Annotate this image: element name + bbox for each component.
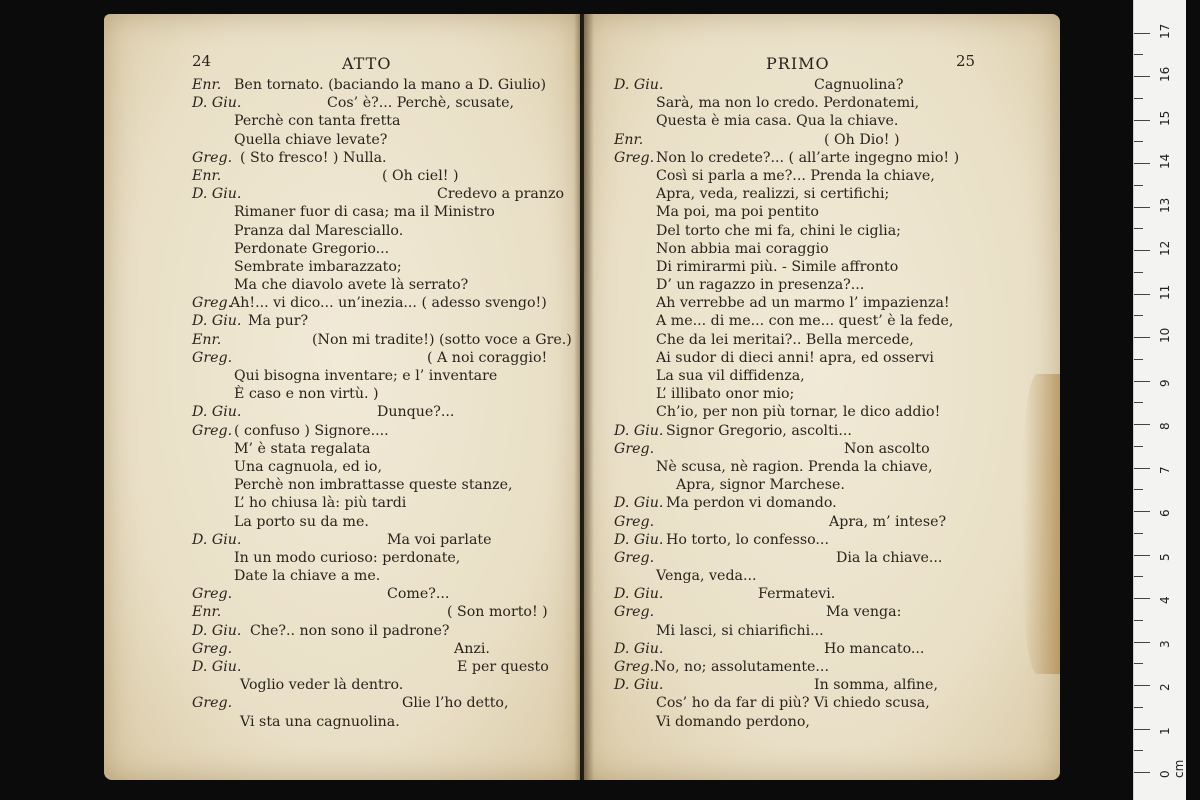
speaker-name: Enr.: [192, 167, 222, 184]
ruler-cm-tick: [1134, 555, 1150, 556]
right-page: [584, 14, 1060, 780]
line-text: Ma che diavolo avete là serrato?: [234, 277, 469, 294]
line-text: Anzi.: [454, 640, 490, 657]
ruler-label: 4: [1158, 596, 1172, 604]
speaker-name: Greg.: [192, 586, 233, 603]
text-line: [614, 149, 1034, 167]
line-text: Cos’ è?... Perchè, scusate,: [327, 95, 515, 112]
ruler-label: 5: [1158, 552, 1172, 561]
text-line: [192, 713, 612, 731]
line-text: Quella chiave levate?: [234, 131, 388, 148]
line-text: Ah verrebbe ad un marmo l’ impazienza!: [656, 295, 950, 312]
speaker-name: Greg.: [614, 659, 655, 675]
line-text: Ho mancato...: [824, 640, 925, 657]
line-text: ( Oh Dio! ): [824, 131, 900, 148]
line-text: Perchè non imbrattasse queste stanze,: [234, 477, 513, 494]
line-text: Voglio veder là dentro.: [240, 677, 404, 694]
text-line: [192, 513, 612, 531]
line-text: Nè scusa, nè ragion. Prenda la chiave,: [656, 458, 933, 475]
ruler-label: 6: [1158, 509, 1172, 517]
text-line: [192, 76, 612, 94]
text-line: [192, 585, 612, 603]
line-text: No, no; assolutamente...: [654, 659, 829, 675]
text-line: [614, 312, 1034, 330]
text-line: [192, 294, 612, 312]
text-line: [614, 222, 1034, 240]
text-line: [192, 494, 612, 512]
ruler-half-tick: [1134, 663, 1143, 664]
left-page-header: ATTO: [342, 54, 392, 73]
line-text: Signor Gregorio, ascolti...: [666, 422, 852, 439]
ruler-label: 9: [1158, 378, 1172, 387]
speaker-name: D. Giu.: [192, 186, 242, 203]
text-line: [192, 185, 612, 203]
ruler-half-tick: [1134, 707, 1143, 708]
text-line: [614, 240, 1034, 258]
text-line: [192, 222, 612, 240]
ruler-half-tick: [1134, 402, 1143, 403]
ruler-label: 11: [1158, 284, 1172, 300]
ruler-cm-tick: [1134, 33, 1150, 34]
line-text: ( Oh ciel! ): [382, 167, 459, 184]
ruler-label: 13: [1158, 197, 1172, 213]
text-line: [192, 658, 612, 676]
line-text: ( Sto fresco! ) Nulla.: [240, 149, 387, 166]
text-line: [192, 349, 612, 367]
line-text: M’ è stata regalata: [234, 440, 371, 457]
ruler-label: 1: [1158, 726, 1172, 735]
line-text: Vi sta una cagnuolina.: [240, 713, 400, 730]
ruler-half-tick: [1134, 489, 1143, 490]
ruler-cm-tick: [1134, 598, 1150, 599]
ruler-cm-tick: [1134, 120, 1150, 121]
line-text: Ai sudor di dieci anni! apra, ed osservi: [656, 349, 934, 366]
text-line: [192, 131, 612, 149]
left-page-number: 24: [192, 52, 212, 70]
line-text: Non abbia mai coraggio: [656, 240, 829, 257]
open-book: [104, 14, 1064, 780]
speaker-name: D. Giu.: [614, 640, 664, 657]
line-text: Apra, m’ intese?: [829, 513, 947, 530]
text-line: [192, 367, 612, 385]
ruler-half-tick: [1134, 228, 1143, 229]
line-text: Date la chiave a me.: [234, 568, 381, 585]
line-text: Apra, veda, realizzi, si certifichi;: [656, 186, 890, 203]
text-line: [614, 422, 1034, 440]
text-line: [614, 403, 1034, 421]
ruler-half-tick: [1134, 141, 1143, 142]
ruler-half-tick: [1134, 315, 1143, 316]
text-line: [614, 440, 1034, 458]
speaker-name: D. Giu.: [192, 531, 242, 548]
ruler-cm-tick: [1134, 424, 1150, 425]
line-text: In somma, alfine,: [814, 677, 938, 694]
line-text: Ma voi parlate: [387, 531, 492, 548]
text-line: [614, 167, 1034, 185]
speaker-name: Greg.: [614, 440, 655, 457]
text-line: [192, 203, 612, 221]
line-text: Sarà, ma non lo credo. Perdonatemi,: [656, 95, 920, 112]
ruler-cm-tick: [1134, 772, 1150, 773]
line-text: La sua vil diffidenza,: [656, 368, 805, 384]
text-line: [614, 385, 1034, 403]
text-line: [192, 240, 612, 258]
ruler-cm-tick: [1134, 511, 1150, 512]
line-text: Credevo a pranzo: [437, 186, 565, 203]
text-line: [192, 258, 612, 276]
left-page-text: [192, 76, 612, 731]
text-line: [614, 513, 1034, 531]
text-line: [614, 349, 1034, 367]
speaker-name: D. Giu.: [192, 622, 242, 639]
speaker-name: Greg.: [192, 640, 233, 657]
line-text: Non ascolto: [844, 440, 930, 457]
line-text: Glie l’ho detto,: [402, 695, 509, 712]
ruler-label: 0 cm: [1158, 759, 1186, 778]
text-line: [192, 331, 612, 349]
speaker-name: Greg.: [192, 149, 233, 166]
line-text: ( A noi coraggio!: [427, 349, 548, 366]
line-text: (Non mi tradite!) (sotto voce a Gre.): [312, 331, 572, 348]
text-line: [192, 603, 612, 621]
line-text: Che da lei meritai?.. Bella mercede,: [656, 331, 914, 348]
ruler-label: 17: [1158, 23, 1172, 39]
ruler-cm-tick: [1134, 163, 1150, 164]
ruler-cm-tick: [1134, 294, 1150, 295]
line-text: Fermatevi.: [758, 586, 836, 603]
line-text: Mi lasci, si chiarifichi...: [656, 622, 824, 639]
text-line: [614, 658, 1034, 676]
ruler-label: 2: [1158, 683, 1172, 691]
line-text: Che?.. non sono il padrone?: [250, 622, 450, 639]
ruler-label: 16: [1158, 66, 1172, 82]
ruler-cm-tick: [1134, 729, 1150, 730]
line-text: Una cagnuola, ed io,: [234, 458, 382, 475]
speaker-name: Enr.: [614, 131, 644, 148]
line-text: In un modo curioso: perdonate,: [234, 549, 461, 566]
speaker-name: Enr.: [192, 77, 222, 93]
line-text: Qui bisogna inventare; e l’ inventare: [234, 368, 498, 384]
line-text: A me... di me... con me... quest’ è la fede,: [656, 313, 954, 330]
text-line: [614, 694, 1034, 712]
ruler-cm-tick: [1134, 207, 1150, 208]
ruler-label: 8: [1158, 422, 1172, 430]
line-text: La porto su da me.: [234, 513, 369, 530]
text-line: [192, 622, 612, 640]
ruler-label: 14: [1158, 153, 1172, 169]
line-text: E per questo: [457, 659, 549, 675]
text-line: [614, 76, 1034, 94]
line-text: Questa è mia casa. Qua la chiave.: [656, 113, 899, 130]
speaker-name: Greg.: [192, 349, 233, 366]
ruler-half-tick: [1134, 533, 1143, 534]
text-line: [192, 676, 612, 694]
ruler-cm-tick: [1134, 250, 1150, 251]
text-line: [614, 112, 1034, 130]
line-text: ( confuso ) Signore....: [234, 422, 389, 439]
ruler-cm-tick: [1134, 685, 1150, 686]
line-text: Così si parla a me?... Prenda la chiave,: [656, 167, 935, 184]
ruler-cm-tick: [1134, 76, 1150, 77]
text-line: [614, 494, 1034, 512]
text-line: [192, 694, 612, 712]
measurement-ruler: [1133, 0, 1186, 800]
line-text: ( Son morto! ): [447, 604, 548, 621]
text-line: [192, 94, 612, 112]
text-line: [614, 131, 1034, 149]
text-line: [192, 149, 612, 167]
text-line: [614, 549, 1034, 567]
text-line: [192, 440, 612, 458]
line-text: Ma venga:: [826, 604, 902, 621]
speaker-name: D. Giu.: [614, 422, 664, 439]
speaker-name: Greg.: [614, 149, 655, 166]
line-text: L’ ho chiusa là: più tardi: [234, 495, 407, 512]
text-line: [614, 676, 1034, 694]
speaker-name: Greg.: [192, 295, 233, 312]
ruler-half-tick: [1134, 446, 1143, 447]
line-text: Perdonate Gregorio...: [234, 240, 390, 257]
ruler-label: 10: [1158, 327, 1172, 343]
speaker-name: Greg.: [192, 695, 233, 712]
text-line: [192, 458, 612, 476]
ruler-half-tick: [1134, 620, 1143, 621]
line-text: Ah!... vi dico... un’inezia... ( adesso svengo!): [230, 295, 547, 312]
text-line: [614, 258, 1034, 276]
speaker-name: D. Giu.: [614, 531, 664, 548]
speaker-name: D. Giu.: [614, 77, 664, 93]
line-text: Ma poi, ma poi pentito: [656, 204, 819, 221]
line-text: Come?...: [387, 586, 450, 603]
ruler-cm-tick: [1134, 468, 1150, 469]
line-text: Perchè con tanta fretta: [234, 113, 401, 130]
text-line: [614, 713, 1034, 731]
ruler-cm-tick: [1134, 642, 1150, 643]
text-line: [192, 312, 612, 330]
line-text: Sembrate imbarazzato;: [234, 258, 402, 275]
line-text: Di rimirarmi più. - Simile affronto: [656, 258, 899, 275]
text-line: [614, 331, 1034, 349]
line-text: Dunque?...: [377, 404, 455, 421]
ruler-label: 12: [1158, 240, 1172, 256]
text-line: [614, 603, 1034, 621]
line-text: Ma pur?: [248, 313, 309, 330]
ruler-label: 3: [1158, 639, 1172, 648]
text-line: [614, 531, 1034, 549]
text-line: [614, 367, 1034, 385]
ruler-half-tick: [1134, 185, 1143, 186]
speaker-name: Greg.: [614, 513, 655, 530]
line-text: Apra, signor Marchese.: [676, 477, 845, 494]
ruler-half-tick: [1134, 272, 1143, 273]
right-page-number: 25: [956, 52, 976, 70]
text-line: [192, 640, 612, 658]
text-line: [192, 276, 612, 294]
speaker-name: D. Giu.: [614, 586, 664, 603]
line-text: Rimaner fuor di casa; ma il Ministro: [234, 204, 495, 221]
speaker-name: Enr.: [192, 331, 222, 348]
speaker-name: D. Giu.: [192, 95, 242, 112]
ruler-label: 7: [1158, 465, 1172, 474]
book-gutter: [574, 14, 594, 780]
line-text: Cos’ ho da far di più? Vi chiedo scusa,: [656, 695, 930, 712]
line-text: Pranza dal Maresciallo.: [234, 222, 404, 239]
left-page: [104, 14, 580, 780]
speaker-name: D. Giu.: [192, 404, 242, 421]
text-line: [614, 294, 1034, 312]
speaker-name: D. Giu.: [192, 659, 242, 675]
ruler-half-tick: [1134, 576, 1143, 577]
speaker-name: Greg.: [614, 604, 655, 621]
ruler-half-tick: [1134, 359, 1143, 360]
speaker-name: D. Giu.: [614, 495, 664, 512]
line-text: È caso e non virtù. ): [234, 386, 379, 403]
line-text: Ben tornato. (baciando la mano a D. Giulio): [234, 77, 547, 93]
text-line: [192, 422, 612, 440]
text-line: [614, 476, 1034, 494]
ruler-half-tick: [1134, 750, 1143, 751]
text-line: [614, 203, 1034, 221]
text-line: [192, 567, 612, 585]
text-line: [192, 531, 612, 549]
text-line: [192, 112, 612, 130]
line-text: Del torto che mi fa, chini le ciglia;: [656, 222, 901, 239]
line-text: L’ illibato onor mio;: [656, 386, 795, 403]
text-line: [614, 585, 1034, 603]
right-page-header: PRIMO: [766, 54, 830, 73]
text-line: [614, 567, 1034, 585]
line-text: Non lo credete?... ( all’arte ingegno mio! ): [656, 149, 960, 166]
text-line: [614, 622, 1034, 640]
line-text: D’ un ragazzo in presenza?...: [656, 277, 865, 294]
text-line: [192, 403, 612, 421]
text-line: [192, 549, 612, 567]
line-text: Ch’io, per non più tornar, le dico addio!: [656, 404, 941, 421]
line-text: Ho torto, lo confesso...: [666, 531, 829, 548]
ruler-cm-tick: [1134, 337, 1150, 338]
text-line: [192, 167, 612, 185]
line-text: Dia la chiave...: [836, 549, 943, 566]
speaker-name: D. Giu.: [192, 313, 242, 330]
speaker-name: Greg.: [192, 422, 233, 439]
text-line: [614, 185, 1034, 203]
speaker-name: D. Giu.: [614, 677, 664, 694]
text-line: [614, 640, 1034, 658]
line-text: Venga, veda...: [656, 568, 757, 585]
speaker-name: Enr.: [192, 604, 222, 621]
line-text: Cagnuolina?: [814, 77, 904, 93]
line-text: Ma perdon vi domando.: [666, 495, 837, 512]
text-line: [614, 94, 1034, 112]
speaker-name: Greg.: [614, 549, 655, 566]
ruler-half-tick: [1134, 54, 1143, 55]
text-line: [192, 385, 612, 403]
right-page-text: [614, 76, 1034, 731]
text-line: [192, 476, 612, 494]
ruler-cm-tick: [1134, 381, 1150, 382]
ruler-half-tick: [1134, 98, 1143, 99]
ruler-label: 15: [1158, 110, 1172, 126]
line-text: Vi domando perdono,: [656, 713, 810, 730]
text-line: [614, 276, 1034, 294]
text-line: [614, 458, 1034, 476]
